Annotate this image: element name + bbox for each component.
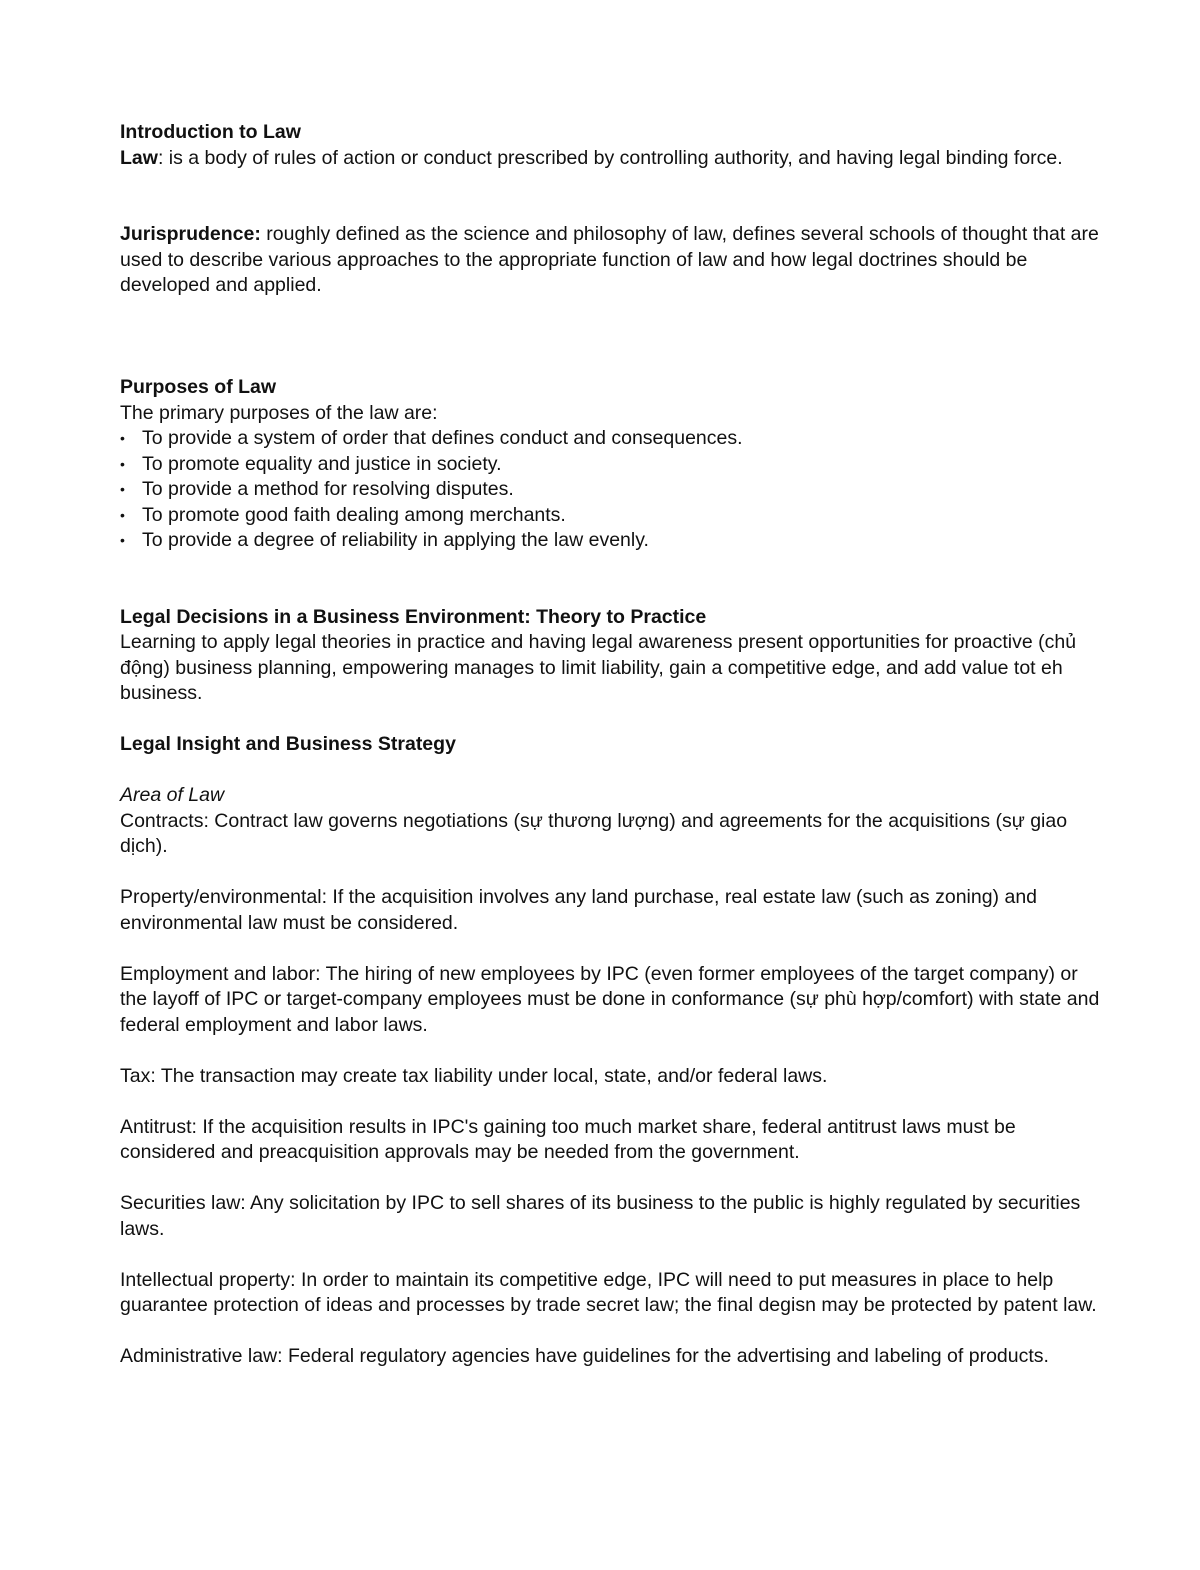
spacer	[120, 554, 1100, 605]
spacer	[120, 1038, 1100, 1064]
purposes-heading: Purposes of Law	[120, 376, 277, 398]
area-of-law-label: Area of Law	[120, 784, 225, 806]
area-paragraph-tax: Tax: The transaction may create tax liability under local, state, and/or federal laws.	[120, 1064, 828, 1087]
area-paragraph-antitrust: Antitrust: If the acquisition results in IPC's gaining too much market share, federal antitrust laws must be considered and preacquisition approvals may be needed from the government.	[120, 1115, 1016, 1163]
spacer	[120, 350, 1100, 376]
spacer	[120, 1242, 1100, 1268]
jurisprudence-definition-text: roughly defined as the science and philosophy of law, defines several schools of thought that are used to describe various approaches to the appropriate function of law and how legal doctrines should be developed and applied.	[120, 223, 1099, 296]
decisions-body: Learning to apply legal theories in practice and having legal awareness present opportunities for proactive (chủ động) business planning, empowering manages to limit liability, gain a competitive edge, and add value tot eh business.	[120, 631, 1077, 704]
spacer	[120, 860, 1100, 886]
spacer	[120, 1319, 1100, 1345]
area-paragraph-contracts: Contracts: Contract law governs negotiations (sự thương lượng) and agreements for the acquisitions (sự giao dịch).	[120, 809, 1068, 857]
intro-heading: Introduction to Law	[120, 121, 301, 143]
decisions-heading: Legal Decisions in a Business Environment: Theory to Practice	[120, 605, 707, 628]
spacer	[120, 936, 1100, 962]
spacer	[120, 299, 1100, 350]
list-item: • To promote good faith dealing among merchants.	[120, 503, 1100, 529]
spacer	[120, 707, 1100, 733]
area-paragraph-securities: Securities law: Any solicitation by IPC to sell shares of its business to the public is highly regulated by securities laws.	[120, 1192, 1081, 1240]
law-definition-text: : is a body of rules of action or conduct prescribed by controlling authority, and having legal binding force.	[157, 146, 1063, 169]
purposes-lead: The primary purposes of the law are:	[120, 401, 438, 424]
area-paragraph-intellectual-property: Intellectual property: In order to maintain its competitive edge, IPC will need to put measures in place to help guarantee protection of ideas and processes by trade secret law; the final degisn may be protected by patent law.	[120, 1268, 1097, 1316]
list-item: • To provide a degree of reliability in applying the law evenly.	[120, 528, 1100, 554]
area-paragraph-administrative: Administrative law: Federal regulatory agencies have guidelines for the advertising and labeling of products.	[120, 1345, 1049, 1367]
spacer	[120, 758, 1100, 784]
purposes-list	[120, 426, 1100, 554]
list-item: • To provide a method for resolving disputes.	[120, 477, 1100, 503]
spacer	[120, 171, 1100, 222]
area-paragraph-employment: Employment and labor: The hiring of new employees by IPC (even former employees of the target company) or the layoff of IPC or target-company employees must be done in conformance (sự phù hợp/comfort) with state and federal employment and labor laws.	[120, 962, 1100, 1036]
document-page	[120, 120, 1100, 1370]
list-item: • To promote equality and justice in society.	[120, 452, 1100, 478]
insight-heading: Legal Insight and Business Strategy	[120, 733, 456, 755]
jurisprudence-term: Jurisprudence:	[120, 223, 261, 245]
area-paragraph-property: Property/environmental: If the acquisition involves any land purchase, real estate law (such as zoning) and environmental law must be considered.	[120, 886, 1038, 934]
jurisprudence-definition	[120, 222, 1100, 299]
law-definition	[120, 146, 1100, 172]
spacer	[120, 1089, 1100, 1115]
spacer	[120, 1166, 1100, 1192]
law-term: Law	[120, 146, 158, 169]
list-item: • To provide a system of order that defines conduct and consequences.	[120, 426, 1100, 452]
